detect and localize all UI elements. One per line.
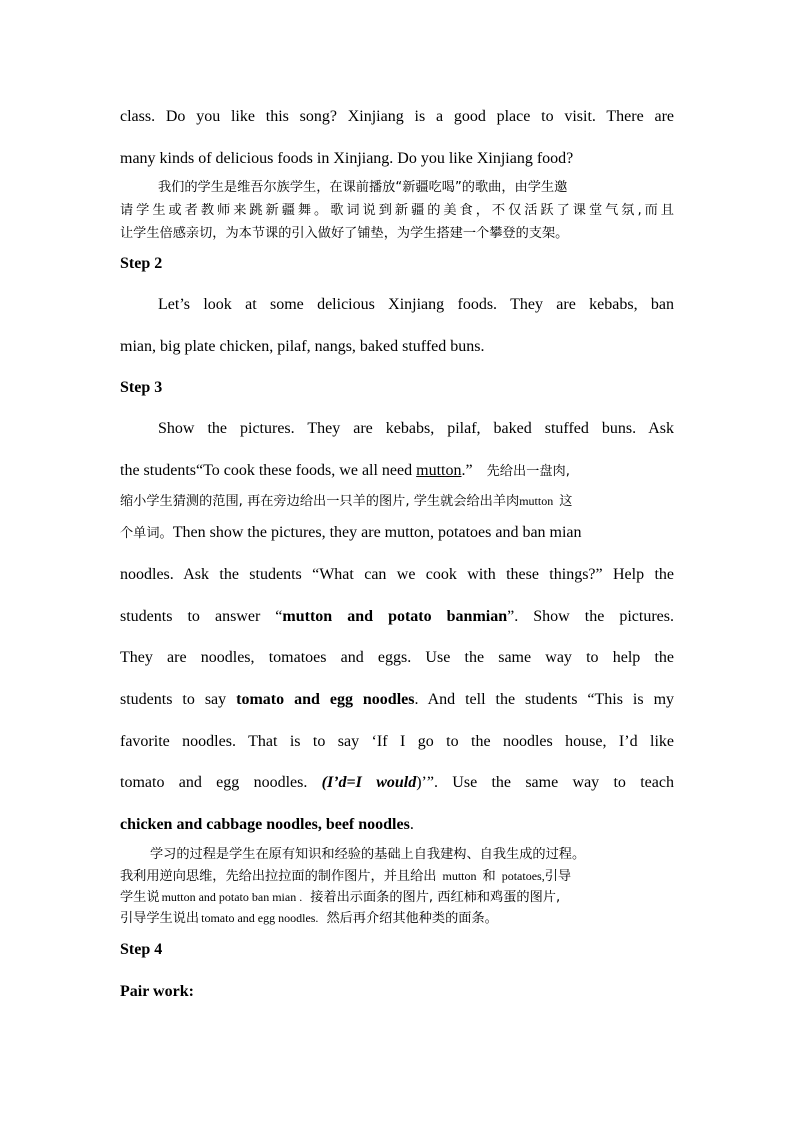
step3-line3 xyxy=(120,492,572,511)
step3-line8-a: students to say xyxy=(120,691,237,708)
step3-line8-c: . And tell the students “This is my xyxy=(414,691,675,708)
note2-line4-b: 然后再介绍其他种类的面条。 xyxy=(326,911,498,926)
note2-line2-a: 我利用逆向思维，先给出拉拉面的制作图片，并且给出 xyxy=(120,869,437,884)
step3-line9: favorite noodles. That is to say ‘If I go to the noodles house, I’d like xyxy=(120,733,674,750)
tomato-egg-noodles: tomato and egg noodles xyxy=(236,691,415,708)
step3-line5: noodles. Ask the students “What can we cook with these things?” Help the xyxy=(120,566,674,583)
step3-line2-cn: 先给出一盘肉, xyxy=(486,464,570,479)
step2-line1: Let’s look at some delicious Xinjiang foods. They are kebabs, ban xyxy=(158,296,674,313)
chicken-cabbage-beef-noodles: chicken and cabbage noodles, beef noodles xyxy=(120,816,410,833)
step3-line10-c: )’”. Use the same way to teach xyxy=(416,774,674,791)
note2-line3-b: 接着出示面条的图片, 西红柿和鸡蛋的图片, xyxy=(310,890,561,905)
note2-line2-mutton: mutton xyxy=(442,869,477,883)
step3-line11-end: . xyxy=(409,816,414,833)
note2-line2-potatoes: potatoes, xyxy=(501,869,545,883)
step3-line2 xyxy=(120,461,674,482)
note2-line3-en: mutton and potato ban mian . xyxy=(161,890,303,904)
step3-heading: Step 3 xyxy=(120,379,163,396)
note2-line4-a: 引导学生说出 xyxy=(120,911,200,926)
step3-line6-a: students to answer “ xyxy=(120,608,283,625)
step3-line10 xyxy=(120,773,674,793)
note1-line1: 我们的学生是维吾尔族学生，在课前播放“新疆吃喝”的歌曲，由学生邀 xyxy=(158,180,568,195)
id-i-would: (I’d=I would xyxy=(321,774,417,791)
step2-heading: Step 2 xyxy=(120,255,163,272)
para1-line1: class. Do you like this song? Xinjiang is a good place to visit. There are xyxy=(120,108,674,125)
mutton-underlined: mutton xyxy=(416,462,462,479)
step3-line1: Show the pictures. They are kebabs, pilaf, baked stuffed buns. Ask xyxy=(158,420,674,437)
note2-line3-a: 学生说 xyxy=(120,890,160,905)
step3-line3-cn-b: 这 xyxy=(559,494,573,509)
note2-line4-en: tomato and egg noodles. xyxy=(201,911,319,925)
step3-line8 xyxy=(120,690,674,710)
step3-line6 xyxy=(120,607,674,627)
step3-line6-c: ”. Show the pictures. xyxy=(507,608,675,625)
note2-line3 xyxy=(120,888,560,907)
step3-line11 xyxy=(120,815,674,835)
step3-line4-cn: 个单词。 xyxy=(120,526,173,541)
note1-line3: 让学生倍感亲切，为本节课的引入做好了铺垫，为学生搭建一个攀登的支架。 xyxy=(120,226,569,241)
step2-line2: mian, big plate chicken, pilaf, nangs, baked stuffed buns. xyxy=(120,338,485,355)
note2-line2-he: 和 xyxy=(482,869,496,884)
step3-line3-en: mutton xyxy=(519,494,554,508)
step3-line4 xyxy=(120,523,674,544)
step3-line4-en: Then show the pictures, they are mutton, potatoes and ban mian xyxy=(172,524,582,541)
step4-heading: Step 4 xyxy=(120,941,163,958)
step3-line10-a: tomato and egg noodles. xyxy=(120,774,322,791)
step3-line2-text: the students“To cook these foods, we all need xyxy=(120,462,417,479)
note1-line2: 请学生或者教师来跳新疆舞。歌词说到新疆的美食，不仅活跃了课堂气氛,而且 xyxy=(120,203,674,218)
mutton-potato-banmian: mutton and potato banmian xyxy=(282,608,508,625)
step3-line7: They are noodles, tomatoes and eggs. Use the same way to help the xyxy=(120,649,674,666)
step3-line3-cn-a: 缩小学生猜测的范围, 再在旁边给出一只羊的图片, 学生就会给出羊肉 xyxy=(120,494,520,509)
pair-work-label: Pair work: xyxy=(120,983,194,1000)
note2-line1: 学习的过程是学生在原有知识和经验的基础上自我建构、自我生成的过程。 xyxy=(150,847,586,862)
note2-line2 xyxy=(120,867,571,886)
note2-line4 xyxy=(120,909,498,928)
note2-line2-c: 引导 xyxy=(544,869,572,884)
step3-line2-quote: .” xyxy=(461,462,473,479)
para1-line2: many kinds of delicious foods in Xinjiang. Do you like Xinjiang food? xyxy=(120,150,574,167)
